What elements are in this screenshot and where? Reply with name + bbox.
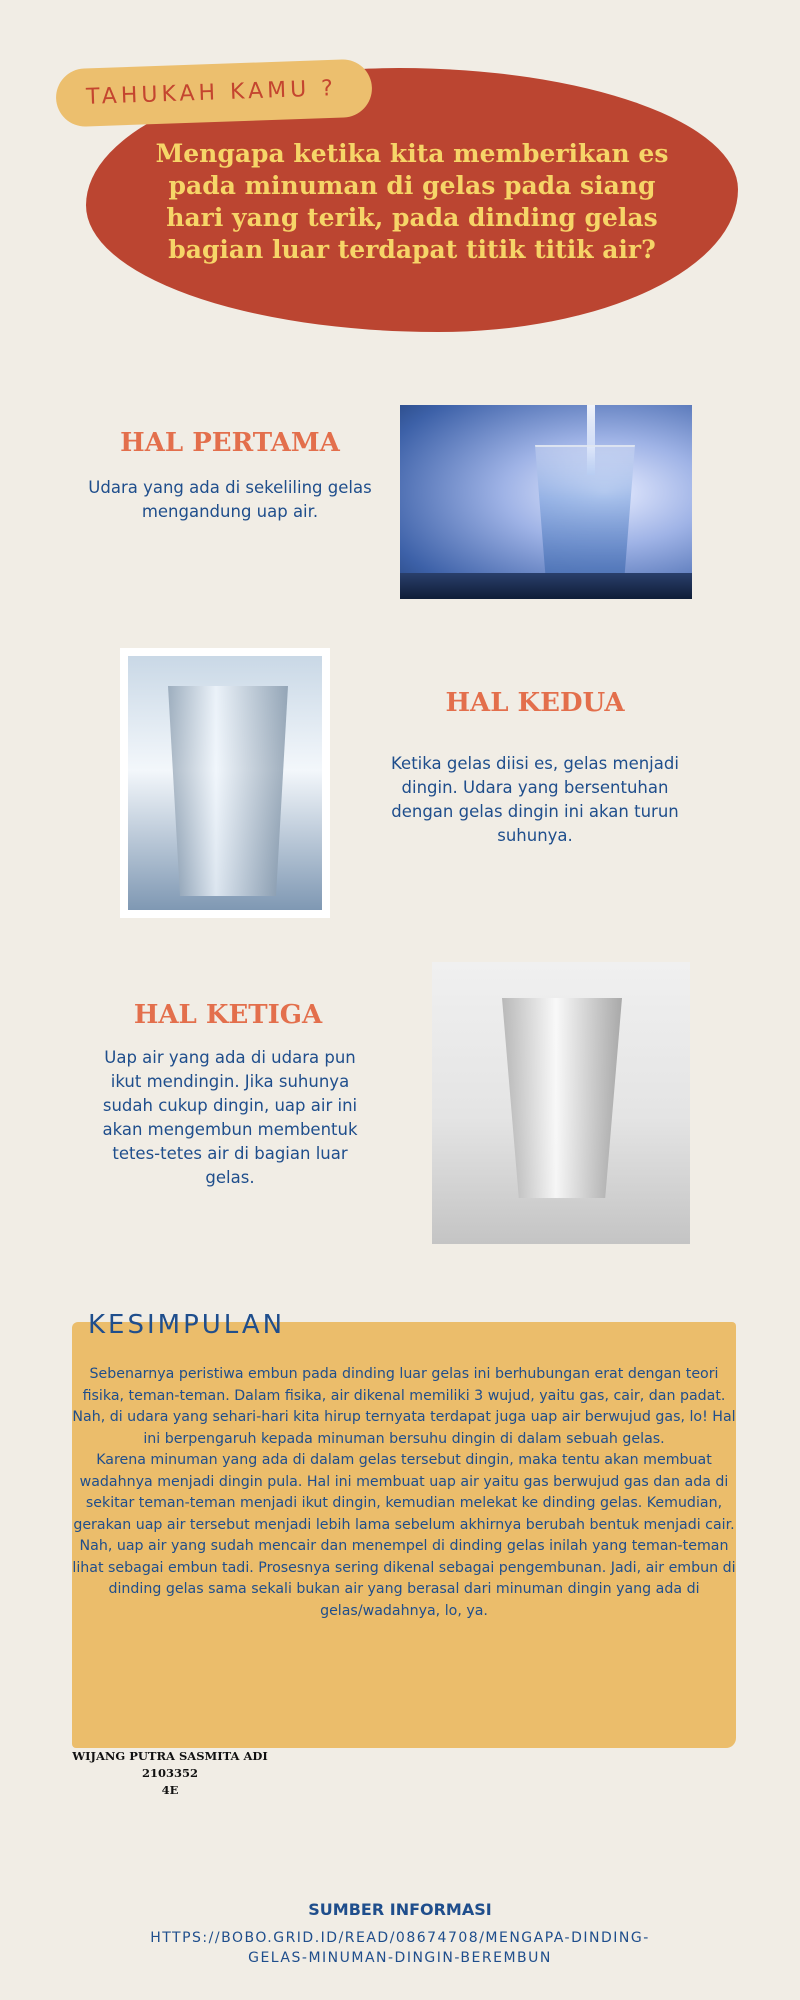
source-link[interactable]: HTTPS://BOBO.GRID.ID/READ/08674708/MENGAPA-DINDING-GELAS-MINUMAN-DINGIN-BEREMBUN bbox=[150, 1930, 650, 1966]
source-title: SUMBER INFORMASI bbox=[308, 1900, 492, 1919]
photo-water-glass bbox=[400, 405, 692, 599]
glass-shape bbox=[502, 998, 622, 1198]
section-2-body: Ketika gelas diisi es, gelas menjadi dingin. Udara yang bersentuhan dengan gelas dingin ini akan turun suhunya. bbox=[391, 754, 679, 845]
section-2-title: HAL KEDUA bbox=[445, 688, 625, 718]
author-name: WIJANG PUTRA SASMITA ADI bbox=[72, 1749, 268, 1763]
section-1-body: Udara yang ada di sekeliling gelas mengandung uap air. bbox=[88, 478, 372, 521]
author-block bbox=[70, 1748, 270, 1799]
conclusion-title: KESIMPULAN bbox=[88, 1310, 286, 1340]
table-surface bbox=[400, 573, 692, 599]
conclusion-body: Sebenarnya peristiwa embun pada dinding luar gelas ini berhubungan erat dengan teori fisika, teman-teman. Dalam fisika, air dikenal memiliki 3 wujud, yaitu gas, cair, dan padat. Nah, di udara yang sehari-hari kita hirup ternyata terdapat juga uap air berwujud gas, lo! Hal ini berpengaruh kepada minuman bersuhu dingin di dalam sebuah gelas. Karena minuman yang ada di dalam gelas tersebut dingin, maka tentu akan membuat wadahnya menjadi dingin pula. Hal ini membuat uap air yaitu gas berwujud gas dan ada di sekitar teman-teman menjadi ikut dingin, kemudian melekat ke dinding gelas. Kemudian, gerakan uap air tersebut menjadi lebih lama sebelum akhirnya berubah bentuk menjadi cair. Nah, uap air yang sudah mencair dan menempel di dinding gelas inilah yang teman-teman lihat sebagai embun tadi. Prosesnya sering dikenal sebagai pengembunan. Jadi, air embun di dinding gelas sama sekali bukan air yang berasal dari minuman dingin yang ada di gelas/wadahnya, lo, ya. bbox=[72, 1366, 736, 1619]
author-class: 4E bbox=[161, 1783, 179, 1797]
photo-background bbox=[128, 656, 322, 910]
author-id: 2103352 bbox=[141, 1766, 198, 1780]
tag-label: TAHUKAH KAMU ? bbox=[85, 75, 338, 110]
section-3-body: Uap air yang ada di udara pun ikut mendingin. Jika suhunya sudah cukup dingin, uap air ini akan mengembun membentuk tetes-tetes air di bagian luar gelas. bbox=[102, 1048, 358, 1187]
section-3-title: HAL KETIGA bbox=[133, 1000, 323, 1030]
section-1-title: HAL PERTAMA bbox=[120, 428, 340, 458]
photo-ice-glass-2 bbox=[432, 962, 690, 1244]
headline-question: Mengapa ketika kita memberikan es pada minuman di gelas pada siang hari yang terik, pada dinding gelas bagian luar terdapat titik titik air? bbox=[155, 139, 669, 264]
glass-shape bbox=[168, 686, 288, 896]
photo-ice-glass-1 bbox=[120, 648, 330, 918]
